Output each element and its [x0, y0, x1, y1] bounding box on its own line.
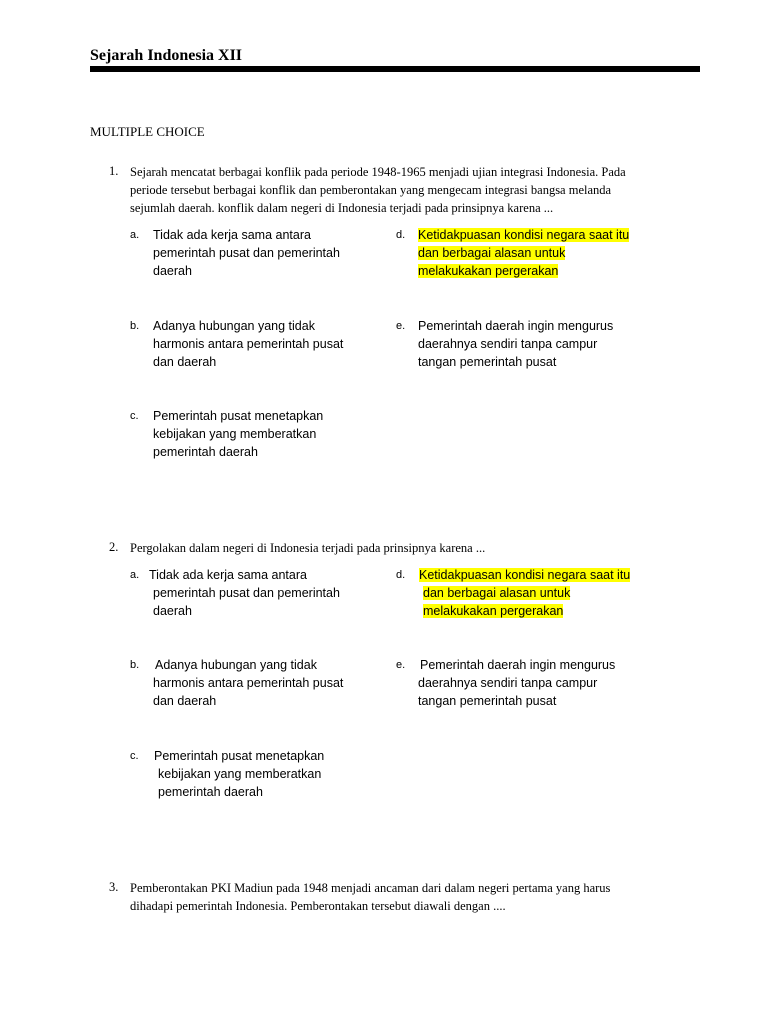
- option-line: Pemerintah daerah ingin mengurus: [418, 319, 614, 333]
- option-letter: b.: [130, 320, 140, 332]
- option-line: dan daerah: [153, 355, 217, 369]
- option-line: pemerintah pusat dan pemerintah: [153, 246, 340, 260]
- option-line: harmonis antara pemerintah pusat: [153, 676, 344, 690]
- title-rule: [90, 66, 700, 72]
- option-text: [153, 407, 393, 461]
- option-line: Tidak ada kerja sama antara: [153, 228, 311, 242]
- question-line: sejumlah daerah. konflik dalam negeri di Indonesia terjadi pada prinsipnya karena ...: [130, 201, 554, 215]
- option-line: kebijakan yang memberatkan: [158, 767, 322, 781]
- option-text: [153, 317, 393, 371]
- option-line-highlighted: dan berbagai alasan untuk: [418, 246, 566, 260]
- question-line: Pergolakan dalam negeri di Indonesia terjadi pada prinsipnya karena ...: [130, 541, 486, 555]
- option-text: [154, 747, 394, 801]
- option-letter: d.: [396, 229, 406, 241]
- option-letter: a.: [130, 229, 140, 241]
- option-line: daerah: [153, 604, 192, 618]
- question-text: [130, 539, 690, 557]
- option-letter: e.: [396, 320, 406, 332]
- option-text: [418, 656, 658, 710]
- option-line: harmonis antara pemerintah pusat: [153, 337, 344, 351]
- question-line: periode tersebut berbagai konflik dan pemberontakan yang mengecam integrasi bangsa melanda: [130, 183, 612, 197]
- option-line: daerahnya sendiri tanpa campur: [418, 337, 598, 351]
- option-line-highlighted: dan berbagai alasan untuk: [423, 586, 571, 600]
- option-line: pemerintah pusat dan pemerintah: [153, 586, 340, 600]
- option-line: Adanya hubungan yang tidak: [155, 658, 317, 672]
- option-line-highlighted: melakukakan pergerakan: [423, 604, 564, 618]
- option-line-highlighted: Ketidakpuasan kondisi negara saat itu: [419, 568, 631, 582]
- option-line: Pemerintah pusat menetapkan: [153, 409, 324, 423]
- question-line: Pemberontakan PKI Madiun pada 1948 menjadi ancaman dari dalam negeri pertama yang harus: [130, 881, 611, 895]
- option-letter: c.: [130, 410, 139, 422]
- option-line: tangan pemerintah pusat: [418, 355, 557, 369]
- question-number: 1.: [109, 164, 119, 178]
- option-text: [149, 566, 389, 620]
- option-line: daerahnya sendiri tanpa campur: [418, 676, 598, 690]
- option-line: dan daerah: [153, 694, 217, 708]
- option-letter: e.: [396, 659, 406, 671]
- question-number: 3.: [109, 880, 119, 894]
- option-line: Pemerintah pusat menetapkan: [154, 749, 325, 763]
- question-line: dihadapi pemerintah Indonesia. Pemberontakan tersebut diawali dengan ....: [130, 899, 506, 913]
- option-text: [153, 656, 393, 710]
- question-text: [130, 163, 690, 217]
- option-line: daerah: [153, 264, 192, 278]
- question-number: 2.: [109, 540, 119, 554]
- option-letter: c.: [130, 750, 139, 762]
- option-letter: d.: [396, 569, 406, 581]
- option-text: [153, 226, 393, 280]
- question-text: [130, 879, 690, 915]
- option-letter: a.: [130, 569, 140, 581]
- option-letter: b.: [130, 659, 140, 671]
- option-line: kebijakan yang memberatkan: [153, 427, 317, 441]
- option-text: [418, 317, 658, 371]
- option-line-highlighted: melakukakan pergerakan: [418, 264, 559, 278]
- option-text: [418, 226, 668, 280]
- option-line: pemerintah daerah: [153, 445, 258, 459]
- section-heading: MULTIPLE CHOICE: [90, 124, 205, 139]
- document-title: Sejarah Indonesia XII: [90, 47, 243, 64]
- option-line: Pemerintah daerah ingin mengurus: [420, 658, 616, 672]
- option-line-highlighted: Ketidakpuasan kondisi negara saat itu: [418, 228, 630, 242]
- question-line: Sejarah mencatat berbagai konflik pada periode 1948-1965 menjadi ujian integrasi Indonesia. Pada: [130, 165, 626, 179]
- option-line: pemerintah daerah: [158, 785, 263, 799]
- option-line: Adanya hubungan yang tidak: [153, 319, 315, 333]
- option-text: [419, 566, 674, 620]
- option-line: tangan pemerintah pusat: [418, 694, 557, 708]
- option-line: Tidak ada kerja sama antara: [149, 568, 307, 582]
